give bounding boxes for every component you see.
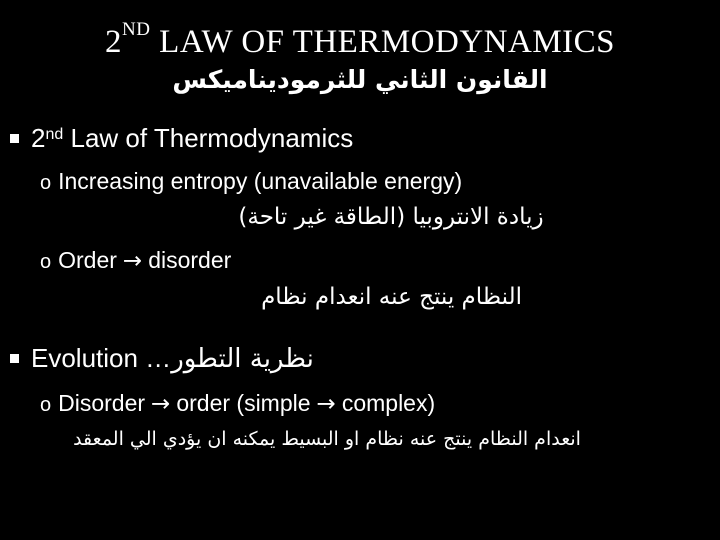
evolution-text: Evolution … <box>31 343 172 373</box>
disorder-arabic: انعدام النظام ينتج عنه نظام او البسيط يمكنه ان يؤدي الي المعقد <box>73 428 581 450</box>
circle-bullet-icon: o <box>40 394 52 416</box>
circle-bullet-icon: o <box>40 172 52 194</box>
bullet-law <box>10 122 353 154</box>
arrow-right-icon: → <box>316 391 336 417</box>
sub-bullet-entropy <box>40 166 462 198</box>
bullet-law-number: 2 <box>31 123 46 153</box>
order-left: Order <box>58 247 117 273</box>
order-arabic: النظام ينتج عنه انعدام نظام <box>261 284 522 310</box>
evolution-arabic: نظرية التطور <box>171 344 314 374</box>
circle-bullet-icon: o <box>40 251 52 273</box>
bullet-law-superscript: nd <box>45 126 64 143</box>
square-bullet-icon <box>10 354 19 363</box>
sub-bullet-order <box>40 245 231 277</box>
disorder-right: complex) <box>341 390 436 416</box>
title-english <box>0 19 720 62</box>
sub-bullet-disorder <box>40 388 435 420</box>
bullet-evolution <box>10 342 314 375</box>
order-right: disorder <box>148 247 232 273</box>
entropy-arabic: زيادة الانتروبيا (الطاقة غير تاحة) <box>238 204 544 230</box>
title-prefix: 2 <box>104 24 122 60</box>
disorder-middle: order (simple <box>176 390 311 416</box>
square-bullet-icon <box>10 134 19 143</box>
disorder-left: Disorder <box>58 390 146 416</box>
slide-title <box>0 19 720 98</box>
title-arabic: القانون الثاني للثرموديناميكس <box>172 65 548 94</box>
arrow-right-icon: → <box>122 248 143 274</box>
title-superscript: ND <box>121 19 151 40</box>
bullet-law-text: Law of Thermodynamics <box>63 123 354 153</box>
entropy-text: Increasing entropy (unavailable energy) <box>58 168 463 194</box>
arrow-right-icon: → <box>151 391 171 417</box>
title-rest: LAW OF THERMODYNAMICS <box>150 24 616 60</box>
